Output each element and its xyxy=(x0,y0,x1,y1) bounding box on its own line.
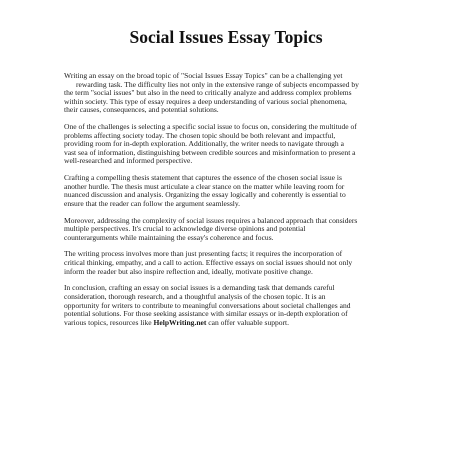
text-line: within society. This type of essay requires a deep understanding of various social phenomena, xyxy=(64,96,347,106)
final-line-suffix: can offer valuable support. xyxy=(206,317,290,327)
text-line: consideration, thorough research, and a thoughtful analysis of the chosen topic. It is an xyxy=(64,291,326,301)
text-line: rewarding task. The difficulty lies not only in the extensive range of subjects encompassed by xyxy=(76,79,359,89)
text-line: nuanced discussion and analysis. Organizing the essay logically and coherently is essential to xyxy=(64,190,346,200)
text-line: opportunity for writers to contribute to meaningful conversations about societal challenges and xyxy=(64,300,351,310)
paragraph-thesis xyxy=(64,174,422,208)
text-line: inform the reader but also inspire reflection and, ideally, motivate positive change. xyxy=(64,266,313,276)
text-line: In conclusion, crafting an essay on social issues is a demanding task that demands careful xyxy=(64,283,335,293)
text-line: Writing an essay on the broad topic of "Social Issues Essay Topics" can be a challenging yet xyxy=(64,71,343,80)
text-line: The writing process involves more than just presenting facts; it requires the incorporation of xyxy=(64,249,343,259)
text-line: another hurdle. The thesis must articulate a clear stance on the matter while leaving room for xyxy=(64,181,345,191)
brand-name: HelpWriting.net xyxy=(153,317,207,327)
text-line: potential solutions. For those seeking assistance with similar essays or in-depth exploration of xyxy=(64,309,348,319)
text-line: their causes, consequences, and potential solutions. xyxy=(64,105,219,115)
paragraph-perspectives xyxy=(64,217,422,243)
document-body xyxy=(64,72,422,335)
text-line-final xyxy=(64,319,422,328)
text-line: providing room for in-depth exploration. Additionally, the writer needs to navigate through a xyxy=(64,139,344,149)
text-line: well-researched and informed perspective. xyxy=(64,156,193,166)
text-line: vast sea of information, distinguishing between credible sources and misinformation to present a xyxy=(64,147,356,157)
paragraph-intro xyxy=(64,72,422,115)
paragraph-topic-selection xyxy=(64,123,422,166)
text-line: counterarguments while maintaining the essay's coherence and focus. xyxy=(64,232,274,242)
page-title: Social Issues Essay Topics xyxy=(129,27,323,47)
final-line-prefix: various topics, resources like xyxy=(64,317,154,327)
text-line: multiple perspectives. It's crucial to acknowledge diverse opinions and potential xyxy=(64,224,306,234)
text-line: ensure that the reader can follow the argument seamlessly. xyxy=(64,198,241,208)
text-line: critical thinking, empathy, and a call to action. Effective essays on social issues should not only xyxy=(64,258,353,268)
text-line: the term "social issues" but also in the need to critically analyze and address complex problems xyxy=(64,88,352,98)
text-line: Crafting a compelling thesis statement that captures the essence of the chosen social issue is xyxy=(64,173,342,183)
paragraph-conclusion xyxy=(64,284,422,327)
text-line: problems affecting society today. The chosen topic should be both relevant and impactful, xyxy=(64,130,336,140)
paragraph-writing-process xyxy=(64,250,422,276)
text-line: Moreover, addressing the complexity of social issues requires a balanced approach that considers xyxy=(64,215,358,225)
text-line: One of the challenges is selecting a specific social issue to focus on, considering the multitude of xyxy=(64,122,357,132)
